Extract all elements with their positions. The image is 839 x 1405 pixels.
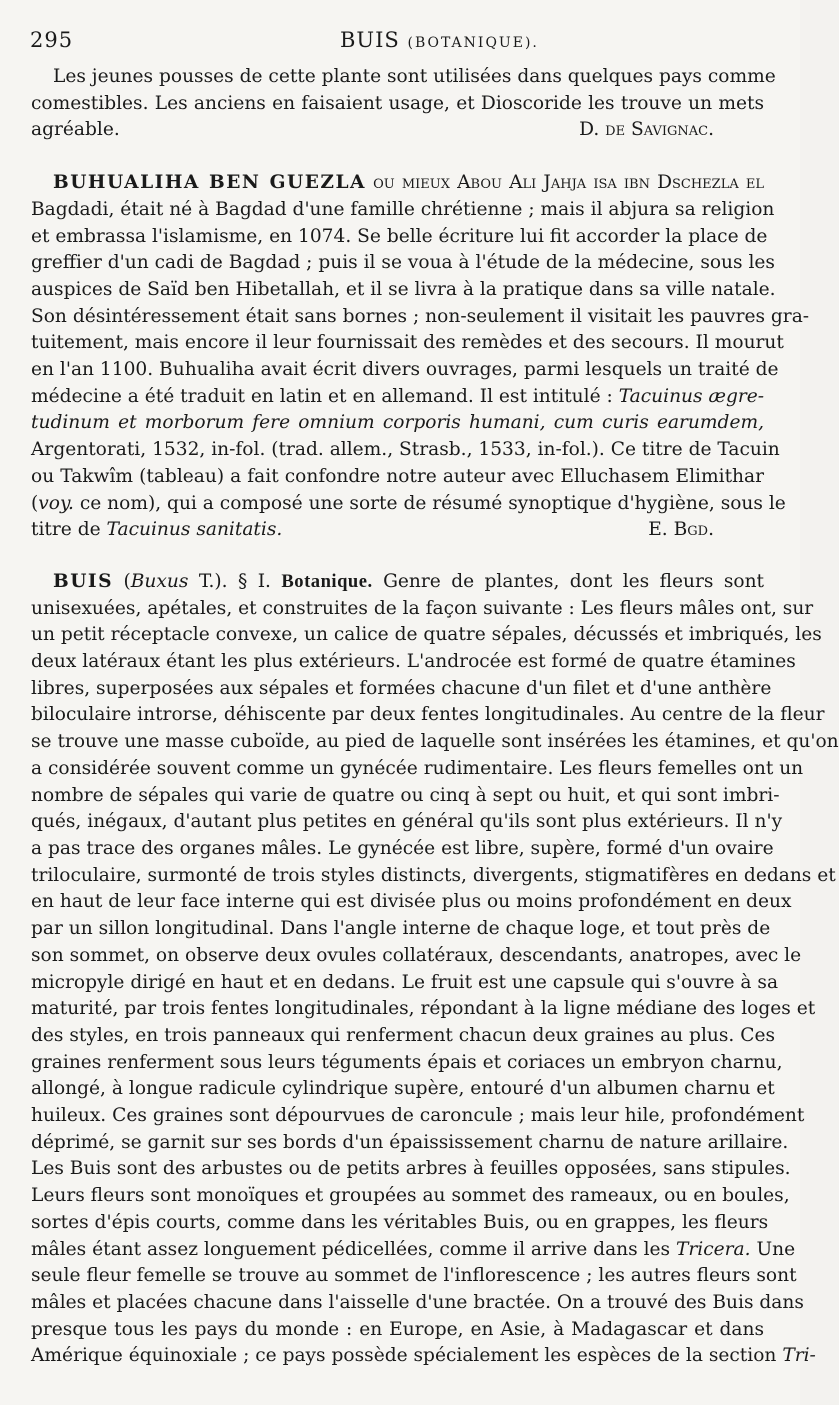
text-line: [31, 117, 764, 144]
text-line: nombre de sépales qui varie de quatre ou cinq à sept ou huit, et qui sont imbri-: [31, 784, 780, 806]
text-fragment: titre de: [31, 519, 101, 541]
section-title: Botanique.: [281, 570, 373, 592]
text-fragment: T.).: [198, 570, 228, 592]
text-line: Son désintéressement était sans bornes ; non-seulement il visitait les pauvres gra-: [31, 305, 810, 327]
text-fragment: agréable.: [31, 119, 120, 141]
text-fragment: Tri-: [782, 1345, 816, 1367]
text-line: a pas trace des organes mâles. Le gynécée est libre, supère, formé d'un ovaire: [31, 837, 774, 859]
text-line: libres, superposées aux sépales et formées chacune d'un filet et d'une anthère: [31, 677, 772, 699]
text-fragment: voy.: [38, 492, 74, 514]
latin-name: Buxus: [130, 570, 189, 592]
text-line: biloculaire introrse, déhiscente par deux fentes longitudinales. Au centre de la fleur: [31, 704, 825, 726]
paragraph-buis-usage: [31, 64, 776, 144]
text-fragment: ou mieux Abou Ali Jahja isa ibn Dschezla el: [373, 172, 764, 194]
text-line: unisexuées, apétales, et construites de la façon suivante : Les fleurs mâles ont, sur: [31, 597, 814, 619]
page-number: 295: [30, 28, 74, 52]
text-fragment: [31, 517, 282, 544]
text-line: a considérée souvent comme un gynécée rudimentaire. Les fleurs femelles ont un: [31, 757, 804, 779]
text-line: micropyle dirigé en haut et en dedans. Le fruit est une capsule qui s'ouvre à sa: [31, 971, 779, 993]
text-line: greffier d'un cadi de Bagdad ; puis il se voua à l'étude de la médecine, sous les: [31, 252, 775, 274]
text-line: [31, 1237, 796, 1264]
book-title: Tacuinus ægre-: [618, 385, 765, 407]
text-fragment: ce nom), qui a composé une sorte de résumé synoptique d'hygiène, sous le: [79, 492, 786, 514]
text-line: [31, 517, 764, 544]
book-title: Tacuinus sanitatis.: [106, 519, 283, 541]
entry-heading: BUIS: [53, 570, 114, 592]
text-line: tuitement, mais encore il leur fournissait des remèdes et des secours. Il mourut: [31, 332, 784, 354]
text-fragment: Genre de plantes, dont les fleurs sont: [383, 570, 765, 592]
text-line: triloculaire, surmonté de trois styles distincts, divergents, stigmatifères en dedans et: [31, 864, 836, 886]
text-line: en l'an 1100. Buhualiha avait écrit divers ouvrages, parmi lesquels un traité de: [31, 359, 779, 381]
text-line: déprimé, se garnit sur ses bords d'un épaississement charnu de nature arillaire.: [31, 1131, 789, 1153]
text-line: comestibles. Les anciens en faisaient usage, et Dioscoride les trouve un mets: [31, 92, 764, 114]
text-line: Leurs fleurs sont monoïques et groupées au sommet des rameaux, ou en boules,: [31, 1185, 790, 1207]
running-title-sub: (BOTANIQUE).: [407, 35, 539, 51]
text-line: presque tous les pays du monde : en Europe, en Asie, à Madagascar et dans: [31, 1318, 764, 1340]
signature: D. de Savignac.: [579, 119, 714, 141]
text-line: auspices de Saïd ben Hibetallah, et il se livra à la pratique dans sa ville natale.: [31, 278, 776, 300]
text-line: BUIS (Buxus T.). § I. Botanique. Genre de plantes, dont les fleurs sont: [53, 570, 765, 592]
text-line: deux latéraux étant les plus extérieurs. L'androcée est formé de quatre étamines: [31, 651, 796, 673]
text-line: qués, inégaux, d'autant plus petites en général qu'ils sont plus extérieurs. Il n'y: [31, 811, 783, 833]
text-line: maturité, par trois fentes longitudinales, répondant à la ligne médiane des loges et: [31, 998, 816, 1020]
page-body: [31, 64, 839, 1370]
text-line: (voy. ce nom), qui a composé une sorte de résumé synoptique d'hygiène, sous le: [31, 492, 786, 514]
text-line: ou Takwîm (tableau) a fait confondre notre auteur avec Elluchasem Elimithar: [31, 465, 764, 487]
text-line: par un sillon longitudinal. Dans l'angle interne de chaque loge, et tout près de: [31, 918, 771, 940]
section-mark: § I.: [237, 570, 271, 592]
text-line: Argentorati, 1532, in-fol. (trad. allem., Strasb., 1533, in-fol.). Ce titre de Tacuin: [31, 439, 780, 461]
text-line: [31, 170, 764, 197]
text-line: se trouve une masse cuboïde, au pied de laquelle sont insérées les étamines, et qu'on: [31, 731, 839, 753]
text-fragment: mâles étant assez longuement pédicellées, comme il arrive dans les: [31, 1238, 671, 1260]
text-line: mâles et placées chacune dans l'aisselle d'une bractée. On a trouvé des Buis dans: [31, 1291, 804, 1313]
paragraph-buhualiha: [31, 170, 810, 544]
text-line: et embrassa l'islamisme, en 1074. Se belle écriture lui fit accorder la place de: [31, 225, 768, 247]
running-title: [340, 28, 539, 52]
text-line: graines renferment sous leurs téguments épais et coriaces un embryon charnu,: [31, 1051, 783, 1073]
text-fragment: médecine a été traduit en latin et en allemand. Il est intitulé :: [31, 385, 613, 407]
page-header: [30, 28, 770, 58]
text-line: Les Buis sont des arbustes ou de petits arbres à feuilles opposées, sans stipules.: [31, 1158, 791, 1180]
text-fragment: Amérique équinoxiale ; ce pays possède spécialement les espèces de la section: [31, 1345, 777, 1367]
entry-heading: BUHUALIHA BEN GUEZLA: [53, 172, 366, 194]
paragraph-buis-botanique: [31, 569, 839, 1370]
text-line: sortes d'épis courts, comme dans les véritables Buis, ou en grappes, les fleurs: [31, 1211, 769, 1233]
text-line: seule fleur femelle se trouve au sommet de l'inflorescence ; les autres fleurs sont: [31, 1265, 797, 1287]
text-line: [31, 410, 764, 437]
text-fragment: Une: [756, 1238, 796, 1260]
text-line: en haut de leur face interne qui est divisée plus ou moins profondément en deux: [31, 891, 792, 913]
book-title: tudinum et morborum fere omnium corporis humani, cum curis earumdem,: [31, 412, 764, 434]
text-line: [31, 1343, 816, 1370]
text-line: [31, 384, 764, 411]
text-line: Les jeunes pousses de cette plante sont utilisées dans quelques pays comme: [53, 66, 776, 87]
running-title-main: BUIS: [340, 28, 400, 52]
text-line: Bagdadi, était né à Bagdad d'une famille chrétienne ; mais il abjura sa religion: [31, 198, 775, 220]
genus-name: Tricera.: [676, 1238, 751, 1260]
text-line: un petit réceptacle convexe, un calice de quatre sépales, décussés et imbriqués, les: [31, 624, 822, 646]
signature: E. Bgd.: [648, 519, 714, 541]
text-line: son sommet, on observe deux ovules collatéraux, descendants, anatropes, avec le: [31, 944, 802, 966]
text-line: des styles, en trois panneaux qui renferment chacun deux graines au plus. Ces: [31, 1024, 776, 1046]
text-line: allongé, à longue radicule cylindrique supère, entouré d'un albumen charnu et: [31, 1078, 775, 1100]
text-line: huileux. Ces graines sont dépourvues de caroncule ; mais leur hile, profondément: [31, 1105, 805, 1127]
